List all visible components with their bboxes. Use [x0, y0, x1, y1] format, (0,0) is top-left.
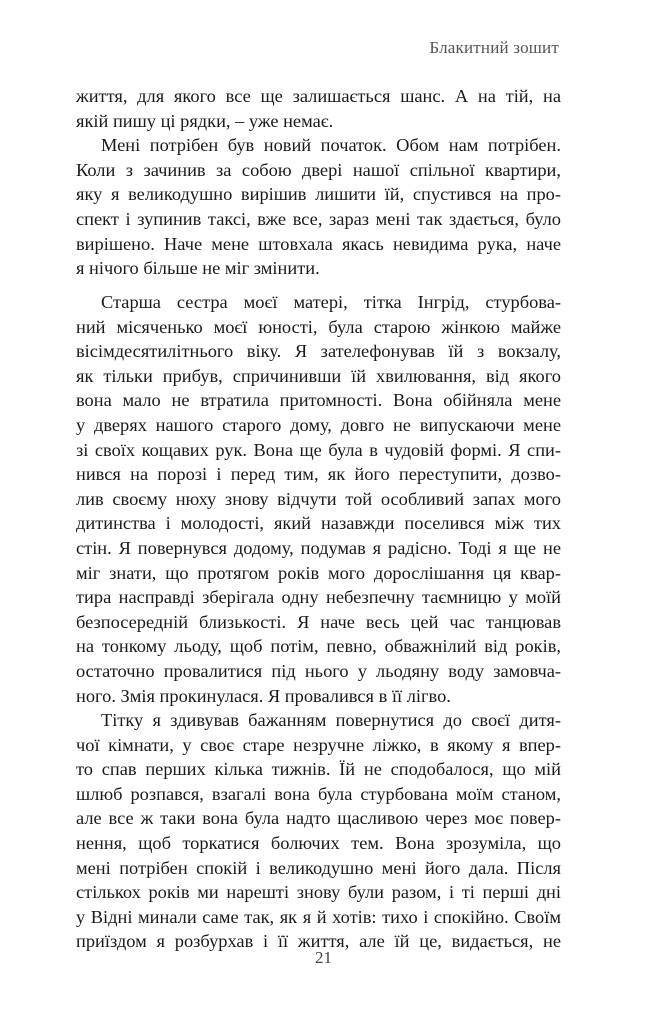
text-line: але все ж таки вона була надто щасливою через моє повер- [76, 808, 561, 829]
text-line: зі своїх кощавих рук. Вона ще була в чудовій формі. Я спи- [76, 439, 561, 460]
text-line: я нічого більше не міг змінити. [76, 258, 320, 279]
text-line: спект і зупинив таксі, вже все, зараз мені так здається, було [76, 208, 561, 229]
text-line: лив своєму нюху знову відчути той особливий запах мого [76, 488, 561, 509]
text-line: остаточно провалитися під нього у льодяну воду замовча- [76, 660, 561, 681]
text-line: вирішено. Наче мене штовхала якась невидима рука, наче [76, 233, 561, 254]
text-line: стількох років ми нарешті знову були разом, і ті перші дні [76, 882, 561, 903]
text-line: якій пишу ці рядки, – уже немає. [76, 110, 334, 131]
text-line: Мені потрібен був новий початок. Обом нам потрібен. [101, 135, 561, 156]
text-line: то спав перших кілька тижнів. Їй не сподобалося, що мій [76, 759, 561, 780]
text-line: ний місяченько моєї юності, була старою жінкою майже [76, 316, 561, 337]
text-line: нення, щоб торкатися болючих тем. Вона зрозуміла, що [76, 833, 561, 854]
text-line: у Відні минали саме так, як я й хотів: тихо і спокійно. Своїм [76, 906, 561, 927]
text-line: вісімдесятилітнього віку. Я зателефонував їй з вокзалу, [76, 341, 561, 362]
text-line: шлюб розпався, взагалі вона була стурбована моїм станом, [76, 783, 561, 804]
section-2 [76, 290, 561, 954]
text-line: приїздом я розбурхав і її життя, але їй це, видається, не [76, 931, 561, 952]
section-1 [76, 84, 561, 281]
text-line: у дверях нашого старого дому, довго не випускаючи мене [76, 414, 561, 435]
page-number: 21 [315, 948, 332, 967]
text-line: Тітку я здивував бажанням повернутися до своєї дитя- [101, 710, 561, 731]
text-line: яку я великодушно вирішив лишити їй, спустився на про- [76, 184, 561, 205]
text-line: ного. Змія прокинулася. Я провалився в її лігво. [76, 685, 451, 706]
text-line: чої кімнати, у своє старе незручне ліжко, в якому я впер- [76, 734, 561, 755]
text-line: безпосередній близькості. Я наче весь цей час танцював [76, 611, 561, 632]
text-line: міг знати, що протягом років мого дорослішання ця квар- [76, 562, 561, 583]
text-line: тира насправді зберігала одну небезпечну таємницю у моїй [76, 587, 561, 608]
text-line: на тонкому льоду, щоб потім, певно, обважнілий від років, [76, 636, 561, 657]
text-line: Коли з зачинив за собою двері нашої спільної квартири, [76, 159, 561, 180]
text-line: мені потрібен спокій і великодушно мені його дала. Після [76, 857, 561, 878]
text-line: нився на порозі і перед тим, як його переступити, дозво- [76, 464, 561, 485]
text-line: стін. Я повернувся додому, подумав я радісно. Тоді я ще не [76, 537, 561, 558]
text-line: життя, для якого все ще залишається шанс. А на тій, на [76, 86, 561, 106]
text-line: як тільки прибув, спричинивши їй хвилювання, від якого [76, 365, 561, 386]
running-head: Блакитний зошит [429, 38, 559, 57]
text-line: дитинства і молодості, який назавжди поселився між тих [76, 513, 561, 534]
text-line: вона мало не втратила притомності. Вона обійняла мене [76, 390, 561, 411]
text-line: Старша сестра моєї матері, тітка Інгрід, стурбова- [101, 292, 561, 312]
